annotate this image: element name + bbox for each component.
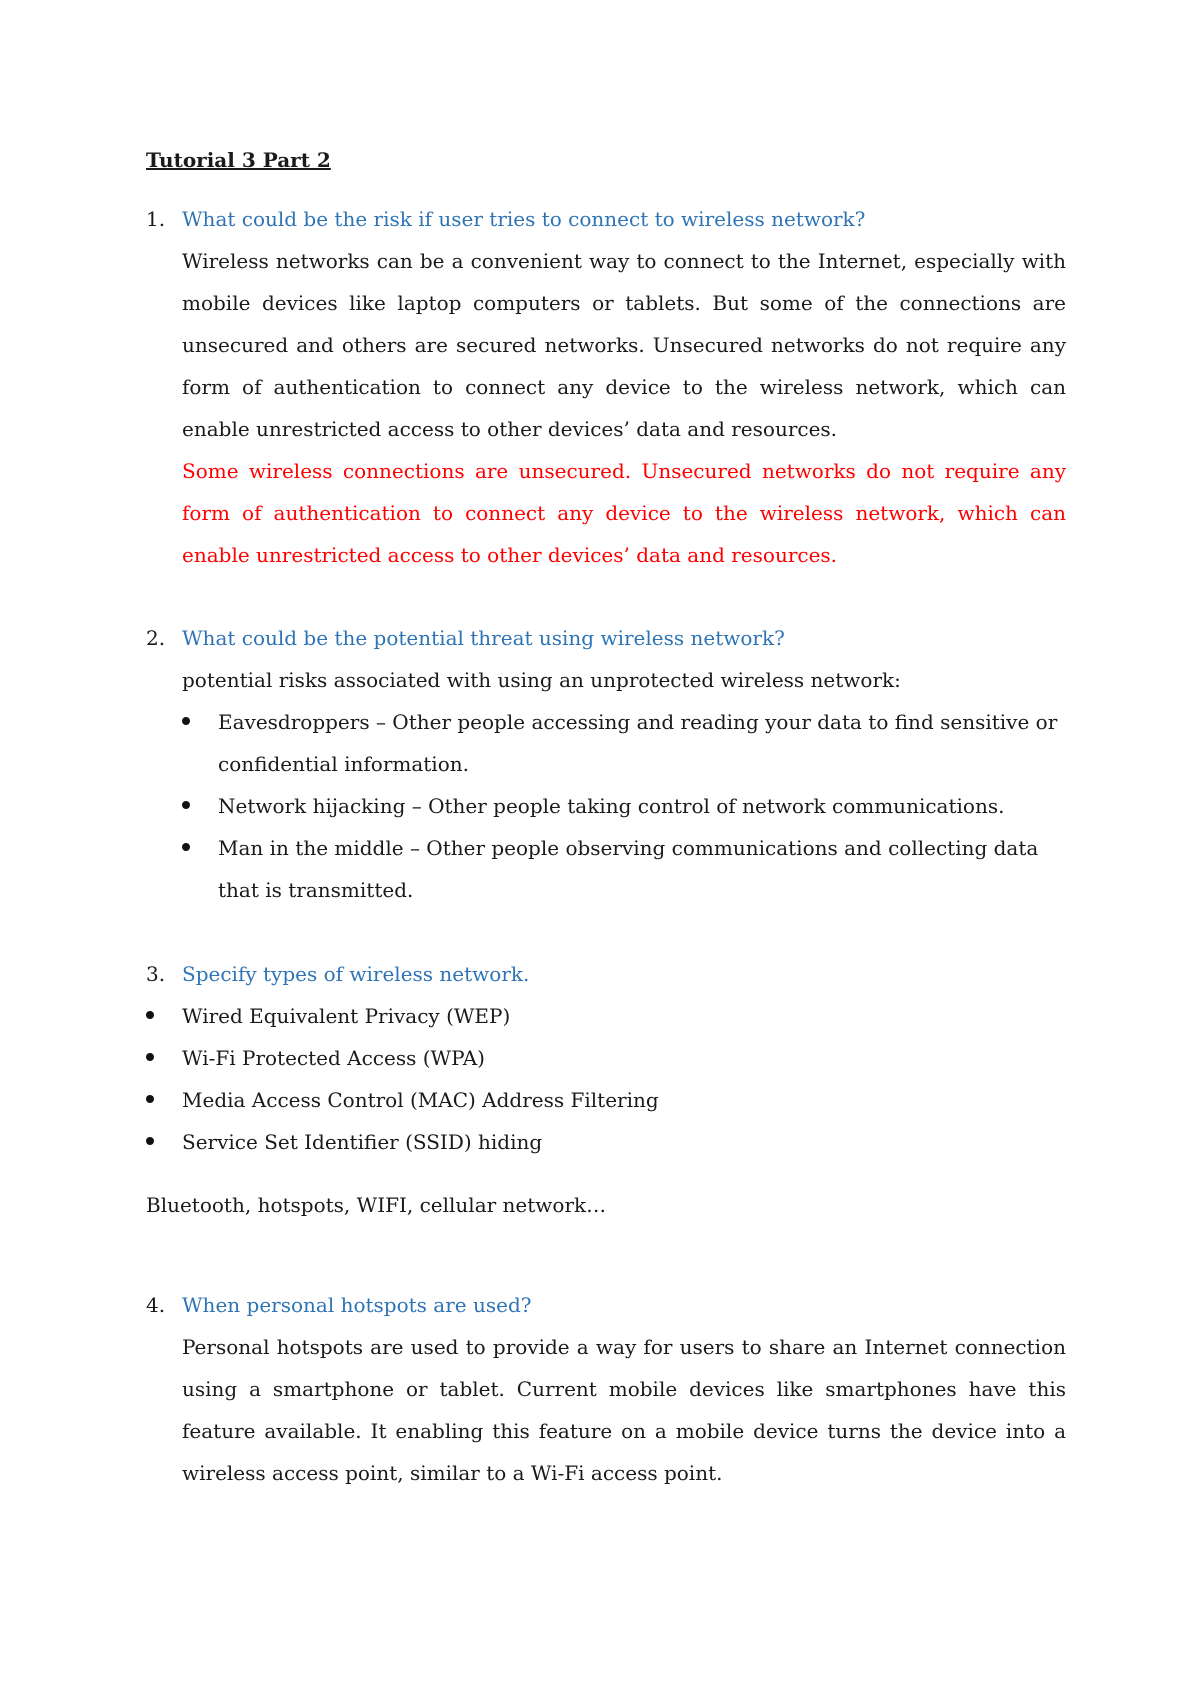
document-title: Tutorial 3 Part 2	[146, 148, 331, 172]
question-2	[146, 617, 1066, 911]
question-1	[146, 198, 1066, 576]
bullet-icon	[182, 843, 190, 851]
list-item	[146, 1079, 1066, 1121]
question-number: 1.	[146, 207, 166, 231]
bullet-icon	[146, 1137, 154, 1145]
bullet-icon	[146, 1095, 154, 1103]
list-item	[146, 995, 1066, 1037]
question-text: Specify types of wireless network.	[182, 962, 530, 986]
question-number: 2.	[146, 626, 166, 650]
bullet-icon	[182, 717, 190, 725]
list-item-text: Man in the middle – Other people observing communications and collecting data that is transmitted.	[218, 836, 1039, 902]
question-text: When personal hotspots are used?	[182, 1293, 532, 1317]
bullet-icon	[146, 1011, 154, 1019]
question-text: What could be the potential threat using wireless network?	[182, 626, 785, 650]
answer-intro: potential risks associated with using an unprotected wireless network:	[182, 668, 901, 692]
list-item	[146, 827, 1066, 911]
list-item-text: Wired Equivalent Privacy (WEP)	[182, 1004, 511, 1028]
bullet-icon	[146, 1053, 154, 1061]
question-text: What could be the risk if user tries to connect to wireless network?	[182, 207, 866, 231]
bullet-icon	[182, 801, 190, 809]
question-number: 4.	[146, 1293, 166, 1317]
list-item-text: Network hijacking – Other people taking control of network communications.	[218, 794, 1005, 818]
list-item	[146, 1121, 1066, 1163]
list-item	[146, 785, 1066, 827]
question-4	[146, 1284, 1066, 1494]
list-item-text: Service Set Identifier (SSID) hiding	[182, 1130, 543, 1154]
answer-paragraph: Personal hotspots are used to provide a way for users to share an Internet connection using a smartphone or tablet. Current mobile devices like smartphones have this feature available. It enabling this feature on a mobile device turns the device into a wireless access point, similar to a Wi-Fi access point.	[182, 1335, 1066, 1485]
list-item-text: Wi-Fi Protected Access (WPA)	[182, 1046, 485, 1070]
answer-paragraph-highlighted: Some wireless connections are unsecured. Unsecured networks do not require any form of authentication to connect any device to the wireless network, which can enable unrestricted access to other devices’ data and resources.	[182, 459, 1066, 567]
list-item	[146, 701, 1066, 785]
network-examples-note: Bluetooth, hotspots, WIFI, cellular network…	[146, 1193, 607, 1217]
list-item-text: Eavesdroppers – Other people accessing and reading your data to find sensitive or confidential information.	[218, 710, 1058, 776]
network-type-list	[146, 995, 1066, 1163]
question-number: 3.	[146, 962, 166, 986]
question-3	[146, 953, 1066, 1163]
list-item-text: Media Access Control (MAC) Address Filtering	[182, 1088, 659, 1112]
list-item	[146, 1037, 1066, 1079]
threat-list	[182, 701, 1066, 911]
answer-paragraph: Wireless networks can be a convenient way to connect to the Internet, especially with mobile devices like laptop computers or tablets. But some of the connections are unsecured and others are secured networks. Unsecured networks do not require any form of authentication to connect any device to the wireless network, which can enable unrestricted access to other devices’ data and resources.	[182, 249, 1066, 441]
